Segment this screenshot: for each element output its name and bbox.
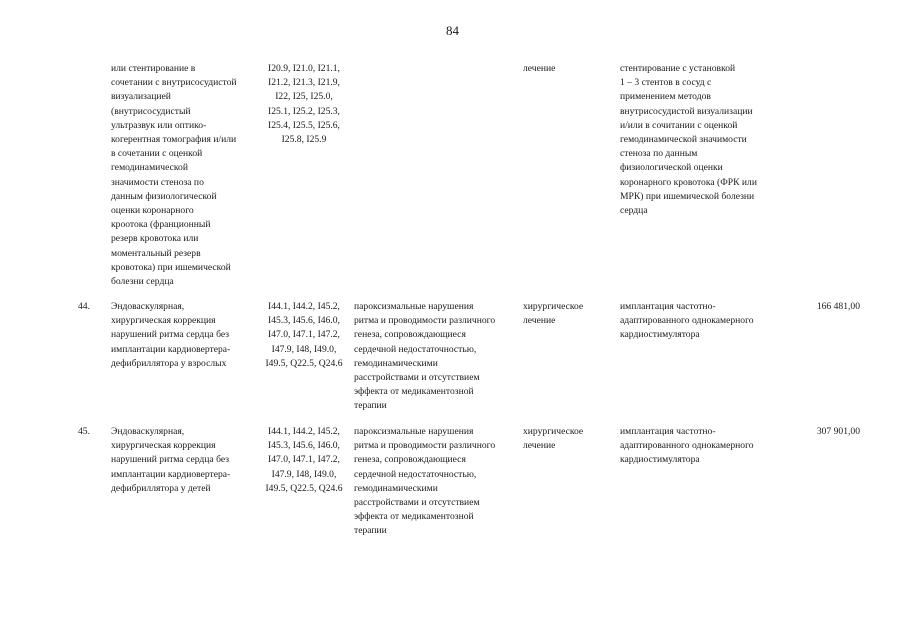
method-cell: стентирование с установкой 1 – 3 стентов в сосуд с применением методов внутрисосудистой визуализации и/или в сочитании с оценкой гемодинамической значимости стеноза по данным физиологической оценки коронарного кровотока (ФРК или МРК) при ишемической болезни сердца — [620, 63, 757, 217]
icd-codes-cell: I44.1, I44.2, I45.2, I45.3, I45.6, I46.0, I47.0, I47.1, I47.2, I47.9, I48, I49.0, I49.5, Q22.5, Q24.6 — [265, 301, 343, 369]
treatment-type-cell: хирургическое лечение — [523, 426, 584, 452]
treatment-type-cell: хирургическое лечение — [523, 301, 584, 327]
row-number-cell: 45. — [78, 426, 90, 437]
page-number: 84 — [446, 23, 459, 38]
cost-cell: 166 481,00 — [816, 301, 860, 312]
icd-codes-cell: I20.9, I21.0, I21.1, I21.2, I21.3, I21.9, I22, I25, I25.0, I25.1, I25.2, I25.3, I25.4, I25.5, I25.6, I25.8, I25.9 — [268, 63, 340, 146]
icd-codes-cell: I44.1, I44.2, I45.2, I45.3, I45.6, I46.0, I47.0, I47.1, I47.2, I47.9, I48, I49.0, I49.5, Q22.5, Q24.6 — [265, 426, 343, 494]
row-number-cell: 44. — [78, 301, 90, 312]
procedure-name-cell: Эндоваскулярная, хирургическая коррекция нарушений ритма сердца без имплантации кардиовертера- дефибриллятора у детей — [111, 426, 231, 494]
method-cell: имплантация частотно- адаптированного однокамерного кардиостимулятора — [620, 301, 754, 341]
diagnosis-cell: пароксизмальные нарушения ритма и проводимости различного генеза, сопровождающиеся сердечной недостаточностью, гемодинамическими расстройствами и отсутствием эффекта от медикаментозной терапии — [354, 426, 496, 537]
procedure-name-cell: Эндоваскулярная, хирургическая коррекция нарушений ритма сердца без имплантации кардиовертера- дефибриллятора у взрослых — [111, 301, 231, 369]
diagnosis-cell: пароксизмальные нарушения ритма и проводимости различного генеза, сопровождающиеся сердечной недостаточностью, гемодинамическими расстройствами и отсутствием эффекта от медикаментозной терапии — [354, 301, 496, 412]
treatment-type-cell: лечение — [523, 63, 556, 74]
cost-cell: 307 901,00 — [816, 426, 860, 437]
procedure-name-cell: или стентирование в сочетании с внутрисосудистой визуализацией (внутрисосудистый ультразвук или оптико- когерентная томография и/или в сочетании с оценкой гемодинамической значимости стеноза по данным физиологической оценки коронарного кроотока (франционный резерв кровотока или моментальный резерв кровотока) при ишемической болезни сердца — [111, 63, 237, 288]
method-cell: имплантация частотно- адаптированного однокамерного кардиостимулятора — [620, 426, 754, 466]
